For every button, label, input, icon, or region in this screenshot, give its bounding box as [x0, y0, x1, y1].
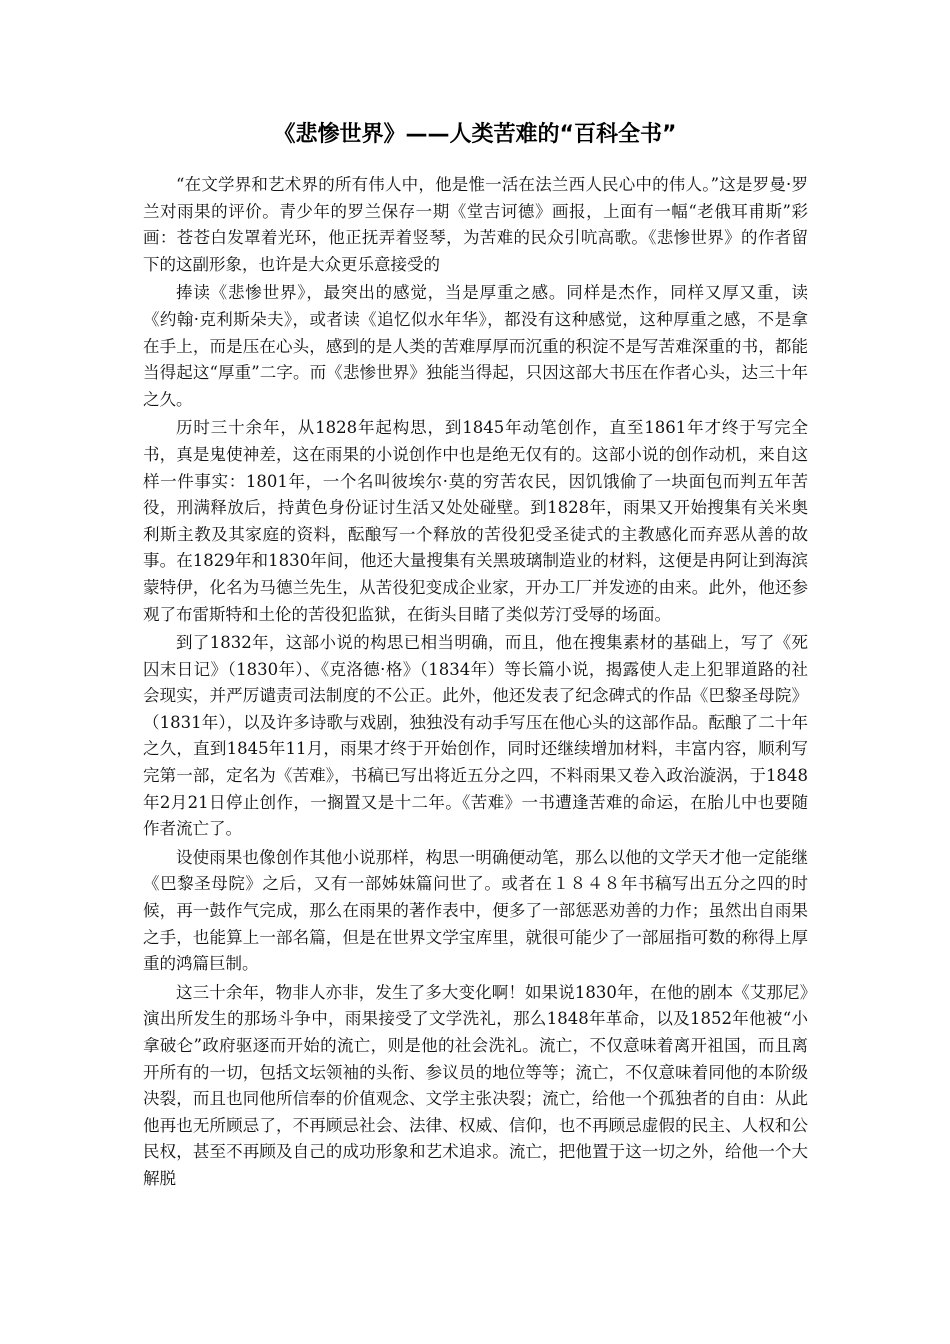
- paragraph-3: 历时三十余年，从1828年起构思，到1845年动笔创作，直至1861年才终于写完全书，真是鬼使神差，这在雨果的小说创作中也是绝无仅有的。这部小说的创作动机，来自这样一件事实：1801年，一个名叫彼埃尔·莫的穷苦农民，因饥饿偷了一块面包而判五年苦役，刑满释放后，持黄色身份证讨生活又处处碰壁。到1828年，雨果又开始搜集有关米奥利斯主教及其家庭的资料，酝酿写一个释放的苦役犯受圣徒式的主教感化而弃恶从善的故事。在1829年和1830年间，他还大量搜集有关黑玻璃制造业的材料，这便是冉阿让到海滨蒙特伊，化名为马德兰先生，从苦役犯变成企业家，开办工厂并发迹的由来。此外，他还参观了布雷斯特和土伦的苦役犯监狱，在街头目睹了类似芳汀受辱的场面。: [143, 418, 808, 624]
- paragraph-1: “在文学界和艺术界的所有伟人中，他是惟一活在法兰西人民心中的伟人。”这是罗曼·罗兰对雨果的评价。青少年的罗兰保存一期《堂吉诃德》画报，上面有一幅“老俄耳甫斯”彩画：苍苍白发罩着光环，他正抚弄着竖琴，为苦难的民众引吭高歌。《悲惨世界》的作者留下的这副形象，也许是大众更乐意接受的: [143, 175, 808, 274]
- paragraph-6: 这三十余年，物非人亦非，发生了多大变化啊！如果说1830年，在他的剧本《艾那尼》演出所发生的那场斗争中，雨果接受了文学洗礼，那么1848年革命，以及1852年他被“小拿破仑”政府驱逐而开始的流亡，则是他的社会洗礼。流亡，不仅意味着离开祖国，而且离开所有的一切，包括文坛领袖的头衔、参议员的地位等等；流亡，不仅意味着同他的本阶级决裂，而且也同他所信奉的价值观念、文学主张决裂；流亡，给他一个孤独者的自由：从此他再也无所顾忌了，不再顾忌社会、法律、权威、信仰，也不再顾忌虚假的民主、人权和公民权，甚至不再顾及自己的成功形象和艺术追求。流亡，把他置于这一切之外，给他一个大解脱: [143, 982, 808, 1188]
- paragraph-2: 捧读《悲惨世界》，最突出的感觉，当是厚重之感。同样是杰作，同样又厚又重，读《约翰·克利斯朵夫》，或者读《追忆似水年华》，都没有这种感觉，这种厚重之感，不是拿在手上，而是压在心头，感到的是人类的苦难厚厚而沉重的积淀不是写苦难深重的书，都能当得起这“厚重”二字。而《悲惨世界》独能当得起，只因这部大书压在作者心头，达三十年之久。: [143, 283, 808, 409]
- document-title: 《悲惨世界》——人类苦难的“百科全书”: [273, 122, 677, 147]
- paragraph-5: 设使雨果也像创作其他小说那样，构思一明确便动笔，那么以他的文学天才他一定能继《巴黎圣母院》之后，又有一部姊妹篇问世了。或者在１８４８年书稿写出五分之四的时候，再一鼓作气完成，那么在雨果的著作表中，便多了一部惩恶劝善的力作；虽然出自雨果之手，也能算上一部名篇，但是在世界文学宝库里，就很可能少了一部屈指可数的称得上厚重的鸿篇巨制。: [143, 847, 808, 974]
- document-body: [143, 172, 808, 1195]
- paragraph-4: 到了1832年，这部小说的构思已相当明确，而且，他在搜集素材的基础上，写了《死囚末日记》（1830年）、《克洛德·格》（1834年）等长篇小说，揭露使人走上犯罪道路的社会现实，并严厉谴责司法制度的不公正。此外，他还发表了纪念碑式的作品《巴黎圣母院》（1831年），以及许多诗歌与戏剧，独独没有动手写压在他心头的这部作品。酝酿了二十年之久，直到1845年11月，雨果才终于开始创作，同时还继续增加材料，丰富内容，顺利写完第一部，定名为《苦难》，书稿已写出将近五分之四，不料雨果又卷入政治漩涡，于1848年2月21日停止创作，一搁置又是十二年。《苦难》一书遭逢苦难的命运，在胎儿中也要随作者流亡了。: [143, 633, 808, 839]
